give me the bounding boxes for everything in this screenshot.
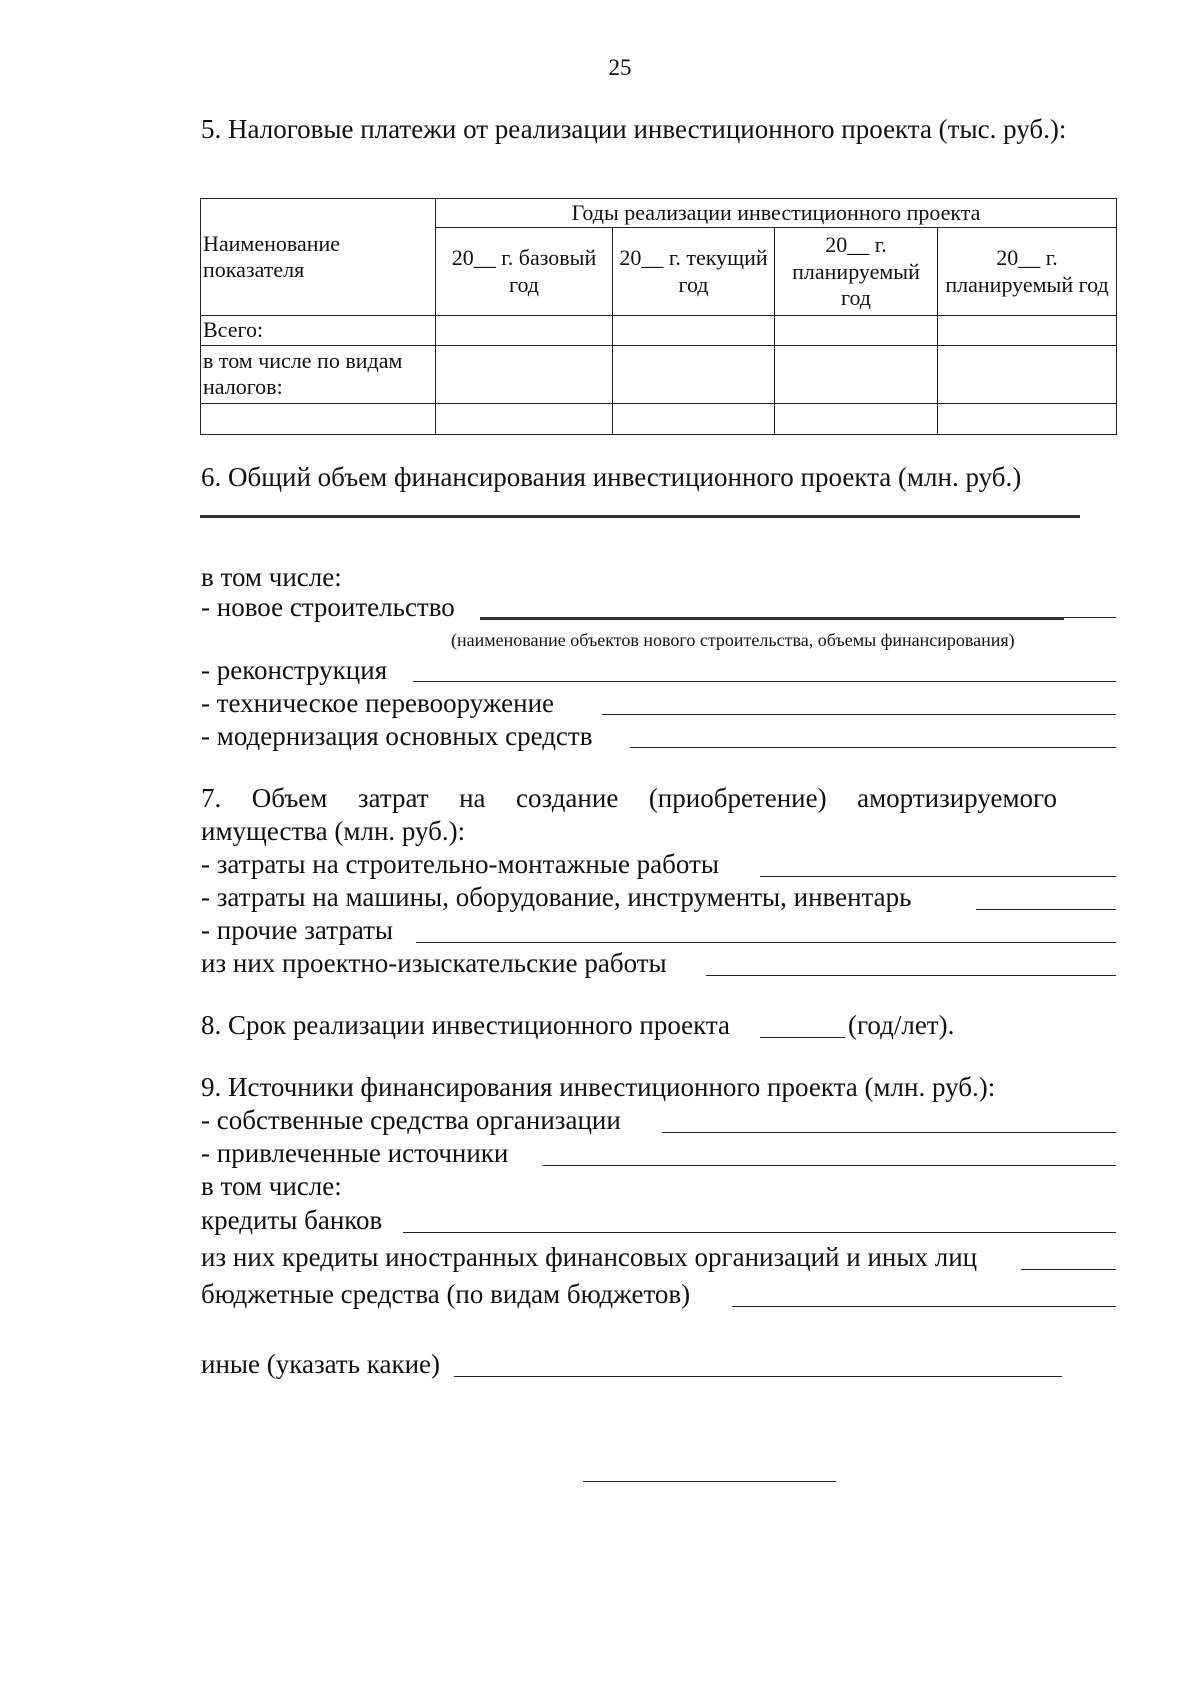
other-sources-label: иные (указать какие) [201,1349,441,1379]
section-9-title: 9. Источники финансирования инвестиционного проекта (млн. руб.): [201,1072,996,1102]
own-funds-field[interactable] [662,1132,1116,1133]
table-header-year-4: 20__ г. планируемый год [938,228,1117,316]
page-number: 25 [608,55,632,80]
foreign-credits-field[interactable] [1021,1269,1116,1270]
budget-funds-field[interactable] [732,1306,1116,1307]
table-row-label [201,403,436,434]
table-cell[interactable] [775,345,938,403]
table-row-label: в том числе по видам налогов: [201,345,436,403]
other-costs-field[interactable] [416,942,1116,943]
table-cell[interactable] [775,403,938,434]
section-7-title-line1 [201,785,1057,812]
table-cell[interactable] [613,316,775,345]
modernization-field[interactable] [630,747,1116,748]
section-7-title-word: на [459,783,486,813]
bank-credits-field[interactable] [403,1232,1116,1233]
reconstruction-field[interactable] [413,681,1116,682]
table-header-year-1: 20__ г. базовый год [436,228,613,316]
table-cell[interactable] [613,345,775,403]
section-7-title-line2: имущества (млн. руб.): [201,816,466,846]
table-header-year-3: 20__ г. планируемый год [775,228,938,316]
foreign-credits-label: из них кредиты иностранных финансовых организаций и иных лиц [201,1242,978,1272]
tech-reequipment-field[interactable] [602,714,1116,715]
machines-costs-label: - затраты на машины, оборудование, инструменты, инвентарь [201,882,912,912]
section-7-title-word: затрат [357,783,429,813]
tech-reequipment-label: - техническое перевооружение [201,688,555,718]
own-funds-label: - собственные средства организации [201,1105,621,1135]
machines-costs-field[interactable] [976,909,1116,910]
attracted-sources-label: - привлеченные источники [201,1138,509,1168]
section-7-title-word: 7. [201,783,222,813]
design-survey-field[interactable] [706,975,1116,976]
project-duration-field[interactable] [760,1037,845,1038]
table-cell[interactable] [613,403,775,434]
table-header-year-2: 20__ г. текущий год [613,228,775,316]
table-row [201,345,1117,403]
table-row-label: Всего: [201,316,436,345]
section-7-title-word: (приобретение) [648,783,827,813]
table-cell[interactable] [436,403,613,434]
table-row [201,316,1117,345]
modernization-label: - модернизация основных средств [201,721,593,751]
section-8-unit: (год/лет). [848,1010,955,1040]
table-row [201,403,1117,434]
new-construction-field-tail [1064,617,1116,618]
bank-credits-label: кредиты банков [201,1205,383,1235]
section-6-including: в том числе: [201,562,342,592]
table-header-years-group: Годы реализации инвестиционного проекта [436,199,1117,228]
table-cell[interactable] [436,345,613,403]
new-construction-label: - новое строительство [201,592,455,622]
table-header-indicator: Наименование показателя [201,199,436,316]
section-6-title: 6. Общий объем финансирования инвестиционного проекта (млн. руб.) [201,462,1022,492]
new-construction-field[interactable] [480,617,1064,620]
table-cell[interactable] [938,403,1117,434]
total-financing-field[interactable] [200,515,1080,518]
section-5-title: 5. Налоговые платежи от реализации инвестиционного проекта (тыс. руб.): [201,114,1067,144]
section-9-including: в том числе: [201,1171,342,1201]
design-survey-label: из них проектно-изыскательские работы [201,948,667,978]
new-construction-caption: (наименование объектов нового строительства, объемы финансирования) [451,630,1015,650]
other-sources-field[interactable] [454,1376,1062,1377]
table-cell[interactable] [938,316,1117,345]
closing-separator [583,1481,836,1482]
construction-costs-label: - затраты на строительно-монтажные работы [201,849,719,879]
reconstruction-label: - реконструкция [201,655,388,685]
section-8-label: 8. Срок реализации инвестиционного проекта [201,1010,731,1040]
section-7-title-word: создание [516,783,619,813]
table-cell[interactable] [775,316,938,345]
table-cell[interactable] [436,316,613,345]
section-7-title-word: амортизируемого [857,783,1057,813]
construction-costs-field[interactable] [760,876,1116,877]
section-7-title-word: Объем [251,783,328,813]
attracted-sources-field[interactable] [543,1165,1116,1166]
tax-payments-table [200,198,1117,435]
table-cell[interactable] [938,345,1117,403]
budget-funds-label: бюджетные средства (по видам бюджетов) [201,1279,691,1309]
other-costs-label: - прочие затраты [201,915,394,945]
